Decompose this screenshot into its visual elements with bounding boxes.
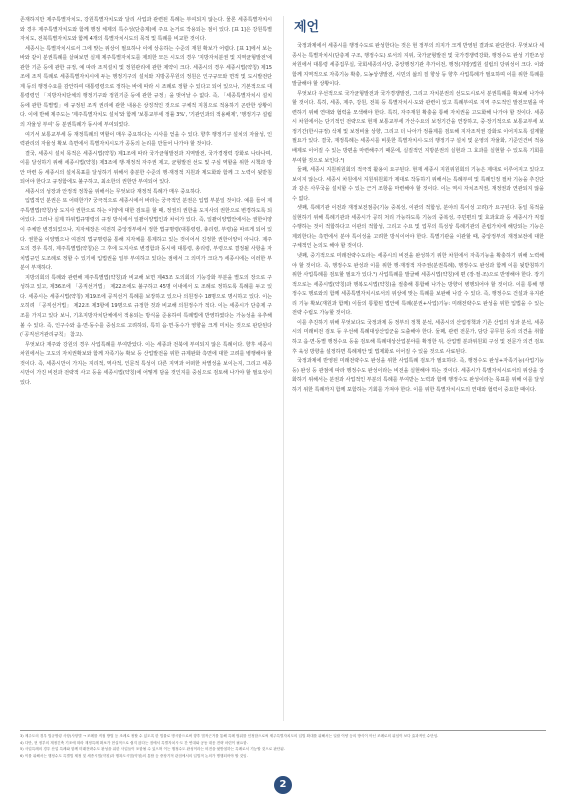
footnote-divider: [20, 730, 546, 731]
footnote: 6) 이를 위해서는 행정수도 특별법 제정 및 세종시법(약칭)과 행복도시법(약칭)의 통합 등 중장기적 관점에서의 입법적 논의가 병행되어야 할 것임.: [20, 753, 248, 758]
column-divider: [283, 16, 284, 721]
paragraph: 지방의회의 특례와 관련해 제주특별법(약칭)과 비교해 보면 제43조 도의회의 기능강화 부분을 별도의 장으로 구성하고 있고, 제36조에 「공직선거법」 제22조에도 불구하고 45명 이내에서 도 조례로 정하도록 특례를 두고 있다. 세종시는 세종시법(약칭) 제19조에 공직선거 특례를 보장하고 있으나 의원정수 18명으로 명시하고 있다. 이는 오히려 「공직선거법」 제22조 제3항에 19명으로 규정한 것과 비교해 의원정수가 적다. 이는 세종시가 단층제 구조를 가지고 있다 보니, 기초지방자치단체에서 적용되는 방식을 준용하여 특례법에 반영하였다는 가능성을 유추해볼 수 있다. 즉, 인구수와 읍·면·동수를 중심으로 고려하되, 특히 읍·면·동수가 영향을 크게 미치는 것으로 판단된다(「공직선거관리규칙」 참고).: [20, 274, 272, 339]
paragraph: 세종시의 성장과 안정적 정착을 위해서는 무엇보다 재정적 특례가 매우 중요하다.: [25, 188, 202, 195]
section-heading: 제언: [294, 20, 320, 35]
paragraph: 무엇보다 재주와 강원의 경우 사업특례를 부여받았다. 이는 세종과 전북에 부여되지 않은 특례이다. 향후 세종시 차원에서는 고도의 자치권확보와 함께 자족기능 확보 등 산업발전을 위한 규제완화 측면에 대한 고려를 병행해야 할 것이다. 즉, 세종시만이 가지는 지리적, 역사적, 인문적 특성이 다른 지역과 어떠한 차별성을 보이는지, 그리고 세종시만이 가진 비전과 전략적 사고 등을 세종시법(약칭)에 어떻게 담을 것인지를 중심으로 검토해 나가야 할 필요성이 있다.: [20, 341, 272, 386]
paragraph: 세종시는 특별자치시로서 그에 맞는 위상이 필요하나 이에 상응하는 수준의 재원 확보가 어렵다. [표 1]에서 보는 바와 같이 분권특례를 살펴보면 실제 제주특별자치도를 제외한 모든 시도의 경우 '지방자치분권 및 지역균형발전'에 관한 기준 등에 관한 규정, 예 따라 조직설치 및 정원관리에 관한 제약이 크다. 세종시의 경우 세종시법(약칭) 제15조에 조직 특례로 세종특별자치시에 두는 행정기구의 설치와 지방공무원의 정원은 인구규모와 면적 및 도시발전단계 등의 행정수요를 감안하여 대통령령으로 정하는 바에 따라 시 조례로 정할 수 있다고 되어 있으나, 기본적으로 대통령령인 「지방자치단체의 행정기구와 정원기준 등에 관한 규정」을 벗어날 수 없다. 즉, 「세종특별자치시 설치 등에 관한 특별법」에 규정된 조직 권리에 관한 내용은 상징적인 것으로 구체적 지침으로 적용하기 곤란한 상황이다. 이에 반해 제주도는 '제주특별자치도 설치'와 함께 '보통교부세 정률 3%', '기관인과의 적용배제', '행정기구 설립의 자율성 부여' 등 분권특례가 동시에 부여되었다.: [20, 45, 272, 129]
paragraph: 넷째, 중기적으로 미래전략수도라는 세종시의 비전을 완성하기 위한 차원에서 자족기능을 확충하기 위해 노력해야 할 것이다. 즉, 행정수도 완성과 이를 위한 행·재정적 자주권(분권특례), 행정수도 완성과 함께 이를 뒷받침하기 위한 사업특례를 검토할 필요가 있다.⁵) 사업특례를 발굴해 세종시법(약칭)에 편 (장·절·조)으로 반영해야 한다. 장기적으로는 세종시법(약칭)과 행복도시법(약칭)을 절충해 통합해 나가는 방향이 병행되어야 할 것이다. 이를 통해 행정수도 행로와의 함께 세종특별자치시로서의 위상에 맞는 특례를 보완해 나갈 수 있다. 즉, 행정수도 건설과 유지관리 기능 확보(재원과 함께) 이들의 통합된 법안에 특례(분권+사업)기능: 미래전략수도 완성을 위한 입법을 수 있는 전략 수립도 가능할 것이다.: [292, 253, 544, 317]
footnotes: [20, 733, 546, 759]
left-column: [20, 16, 272, 388]
paragraph: 여기서 보통교부세 등 재정특례의 역할이 매우 중요하다는 시사를 얻을 수 있다. 향후 행정기구 설치의 자율성, 인력관리의 자율성 확보 측면에서 특별자치시도가 공동의 논리를 만들어 나가야 할 것이다.: [20, 131, 272, 148]
paragraph: 국정과제에 반영된 미래전략수도 완성을 위한 사업특례 검토가 필요하다. 즉, 행정수도 완성+자족기능(사업기능 등) 완성 등 관점에 따라 행정수도 완성이라는 비전을 실현해야 하는 것이다. 세종시가 특별자치시로서의 위상을 강화하기 위해서는 분권과 사업적인 부분의 특례를 부여받는 노력과 함께 행정수도 완성이라는 목표를 위해 이를 달성하기 위한 특례까지 함께 포함하는 기회를 가져야 한다. 이를 위한 특별자치시도의 연대와 협력이 중요한 때이다.: [292, 358, 544, 393]
paragraph: 결국, 세종시 설치 목적은 세종시법(약칭) 제1조에 따라 국가균형발전과 지역발전, 국가경쟁력 강화로 나타나며, 이를 달성하기 위해 세종시법(약칭) 제3조에 행·재정적 자주권 제고, 균형발전 선도 및 구심 역할을 위한 시책과 방안 마련 등 세종시의 설치목표를 달성하기 위해서 충분한 수준의 행·재정적 지원과 제도화와 함께 그 노력이 뒷받침되어야 한다고 규정함에도 불구하고, 최소한의 권한만 부여되어 있다.: [20, 150, 272, 186]
paragraph: 이를 추진하기 위해 무엇보다도 국정과제 등 정부의 정책 분석, 세종시의 산업정책과 기존 산업의 성과 분석, 세종시의 미래비전 검토 등 우선해 특례대상산업군을 도출해야 한다. 둘째, 관련 전문가, 담당 공무원 등의 의견을 취합하고 읍·면·동별 행정수요 등을 검토해 특례대상산업분야를 확정한 뒤, 산업별 분과위원회 구성 및 전문가 의견 검토 후 육성 방향을 설정하면 특례제안 및 법제화로 이어질 수 있을 것으로 사료된다.: [292, 319, 544, 355]
paragraph: 입법적인 분권은 또 어떠한가? 궁극적으로 세종시에서 바라는 궁극적인 분권은 입법 부분일 것이다. 예를 들어 제주특별법(약칭)상 도지사 권한으로 하는 이양에 대한 검토를 할 때, 정권의 권한을 도지사의 권한으로 변경하도록 되어있다. 그러나 실제 하위법규명령의 규정 방식에서 일괄이양법인과 차이가 있다. 즉, 일괄이양법안에서는 권한이양이 주체만 변경되었으나, 지자체장은 여전히 중앙정부에서 정한 법규명령(대통령령, 총리령, 부령)을 따르게 되어 있다. 권한을 이양했으나 여전히 법규명령을 통해 지자체를 통제하고 있는 것이어서 진정한 권한이양이 아니다. 제주도의 경우 특히, 제주특별법(약칭)은 그 후에 도지사로 변경함과 동시에 대통령, 총리령, 부령으로 결정될 사항을 자치법규인 도조례로 정할 수 있기에 입법권을 일부 부여하고 있다는 점에서 그 의미가 크다.³) 세종시에는 이러한 부분이 부재하다.: [20, 198, 272, 272]
paragraph: 존재하지만 제주특별자치도, 강원특별자치도와 달리 사업과 관련된 특례는 부여되지 않는다. 물론 세종특별자치시와 경우 제주특별자치도와 함께 행정 체제의 특수성(단층제)에 주요 논거로 작용되는 점이 있다. [표 1]은 강원특별자치도, 전북특별자치도와 함께 4개의 특별자치시도의 목적 및 특례를 비교한 것이다.: [20, 17, 272, 43]
page-number-badge: 2: [274, 776, 292, 794]
right-column: [292, 16, 544, 395]
paragraph: 무엇보다 우선적으로 국가균형발전과 국가경쟁발전, 그리고 자치분권의 선도도시로서 분권특례를 확보해 나가야 할 것이다. 특히, 세종, 제주, 강원, 전북 등 특별자치시·도와 관련이 있고 특례부여로 지역 주도적인 발전모델을 마련하기 위해 연대와 협력을 모색해야 한다. 특히, 자주재원 확충을 통해 자치권을 고도화해 나가야 할 것이다. 세종시 차원에서는 단기적인 전략으로 현재 보통교부세 가산수요의 보정기간을 연장하고, 중·장기적으로 보통교부세 보정기간(한시규정) 삭제 및 보정비율 상향, 그리고 더 나아가 정률제를 검토해 지자조직권 강화로 이어지도록 설계할 필요가 있다. 결국, 재정특례는 세종시를 비롯한 특별자치시·도의 행정기구 설치 및 운영의 자율화, 기준인건비 적용배제로 이어질 수 있는 방편을 마련해주기 때문에, 실질적인 지방분권의 실현과 그 효과를 실현할 수 있도록 기회를 부여할 것으로 보인다.⁴): [292, 90, 544, 164]
footnote: 5) 사업특례의 경우 산업 특례와 함께 미래전략수도 완성을 위한 사업들이 포함될 수 있으며 이는 행정수도 완성이라는 비전을 뒷받침하는 특례로서 기능할 것으로 판단됨.: [20, 747, 285, 752]
paragraph: 국정과제에서 세종시를 행정수도로 완성한다는 것은 현 정부의 의지가 크게 반영된 결과로 판단한다. 무엇보다 세종시는 특별자치시(단층제 구조, 행정수도) 로서의 지위, 국가균형발전 및 국가경쟁력강화, 행정수도 완성 기반조성 차원에서 대통령 세종집무실, 국회세종의사당, 중앙행정기관 추가이전, 행정(지방)법원 설립의 당위성이 크다. 이와 함께 지역적으로 자족기능 확충, 도농상생발전, 시민의 삶의 질 향상 등 향후 사업특례가 필요하며 이를 위한 특례를 발굴해야 할 상황이다.: [292, 43, 544, 88]
footnote: 4) 다만, 현 정부의 재정긴축 기조에 따라 재정특례 확보가 현실적으로 쉽지 않다는 점에서 특별자치시·도 간 연대와 공동 대응 전략 마련이 필요함.: [20, 740, 248, 745]
paragraph: 셋째, 특례기관 이전과 재정보전점증(기능 중복성, 이관의 적합성, 분야의 특이성 고려)가 요구된다. 동일 목적을 실현하기 위해 특례기관과 세종시가 공히 처리 가능하도록 기능의 중복성, 주민편의 및 효과효과 등 세종시가 직접 수행하는 것이 적합하다고 이관의 적합성, 그리고 수요 및 업무의 특성상 특례기관의 존립가치에 해당되는 기능은 제외한다는 측면에서 분야 특이성을 고려한 방식이어야 한다. 특별기관을 이관할 때, 중앙정부의 재정보전에 대한 구체적인 논의도 해야 할 것이다.: [292, 205, 544, 250]
paragraph: 둘째, 세종시 지원위원회의 적극적 활용이 요구된다. 현재 세종시 지원위원회의 기능은 제대로 이루어지고 있다고 보이지 않는다. 세종시 차원에서 지원위원회가 제대로 작동하기 위해서는 특례부여 및 특례인정 절차 기능을 추진단과 같은 사무국을 설치할 수 있는 근거 조항을 마련해야 할 것이다. 이는 역시 자치조직권, 재정권과 연관되지 않을 수 없다.: [292, 167, 544, 202]
footnote: 3) 제주도의 경우 법규명령 사항(사항별 → 조례를 직접 방법 등 조례로 정할 수 있도록 한 법률로 명시함으로써 향후 법적근거를 통해 특례 범위를 인정함으로써 제주특별자치도의 입법 확대를 위해서는 일괄 이양 등의 방식이 아닌 조례로의 위임이 보다 효과적인 수단임.: [20, 734, 439, 738]
